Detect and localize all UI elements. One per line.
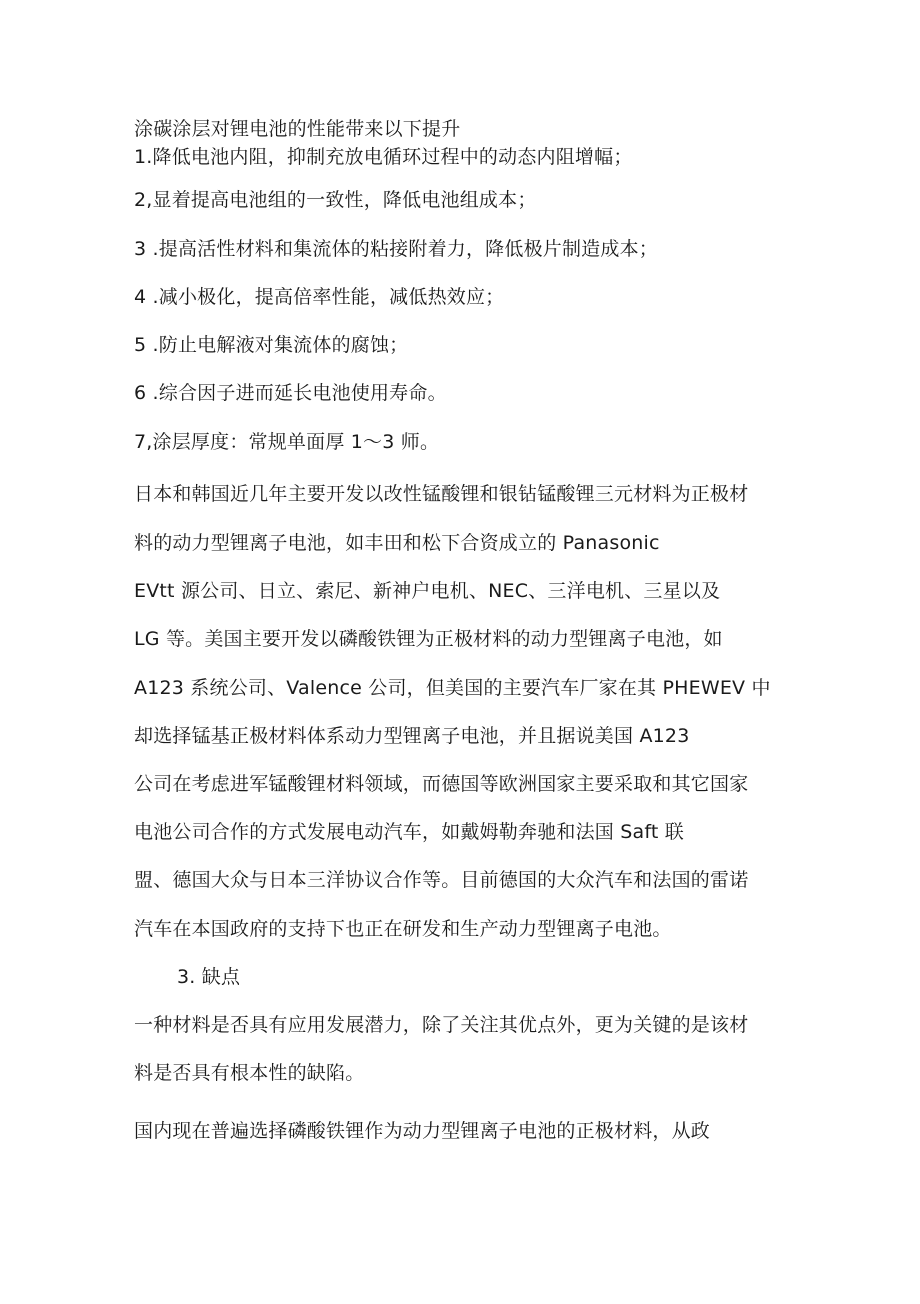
paragraph1-line-6: 却选择锰基正极材料体系动力型锂离子电池，并且据说美国 A123 (134, 725, 690, 747)
paragraph1-line-9: 盟、德国大众与日本三洋协议合作等。目前德国的大众汽车和法国的雷诺 (134, 869, 749, 891)
list-item-3: 3 .提高活性材料和集流体的粘接附着力，降低极片制造成本； (134, 238, 658, 260)
paragraph1-line-1: 日本和韩国近几年主要开发以改性锰酸锂和银钻锰酸锂三元材料为正极材 (134, 483, 749, 505)
paragraph2-line-1: 一种材料是否具有应用发展潜力，除了关注其优点外，更为关键的是该材 (134, 1014, 749, 1036)
intro-text: 涂碳涂层对锂电池的性能带来以下提升 (134, 118, 461, 140)
paragraph1-line-8: 电池公司合作的方式发展电动汽车，如戴姆勒奔驰和法国 Saft 联 (134, 821, 684, 843)
list-item-4: 4 .减小极化，提高倍率性能，减低热效应； (134, 286, 505, 308)
list-item-2: 2,显着提高电池组的一致性，降低电池组成本； (134, 189, 537, 211)
paragraph1-line-2: 料的动力型锂离子电池，如丰田和松下合资成立的 Panasonic (134, 532, 660, 554)
paragraph2-line-2: 料是否具有根本性的缺陷。 (134, 1062, 365, 1084)
paragraph1-line-5: A123 系统公司、Valence 公司，但美国的主要汽车厂家在其 PHEWEV 中 (134, 677, 771, 699)
list-item-1: 1.降低电池内阻，抑制充放电循环过程中的动态内阻增幅； (134, 146, 633, 168)
paragraph1-line-4: LG 等。美国主要开发以磷酸铁锂为正极材料的动力型锂离子电池，如 (134, 628, 723, 650)
paragraph1-line-7: 公司在考虑进军锰酸锂材料领域，而德国等欧洲国家主要采取和其它国家 (134, 773, 749, 795)
list-item-6: 6 .综合因子进而延长电池使用寿命。 (134, 382, 447, 404)
list-item-7: 7,涂层厚度：常规单面厚 1〜3 师。 (134, 431, 440, 453)
paragraph3-line-1: 国内现在普遍选择磷酸铁锂作为动力型锂离子电池的正极材料，从政 (134, 1120, 711, 1142)
section-heading: 3. 缺点 (177, 966, 241, 988)
paragraph1-line-3: EVtt 源公司、日立、索尼、新神户电机、NEC、三洋电机、三星以及 (134, 580, 721, 602)
list-item-5: 5 .防止电解液对集流体的腐蚀； (134, 334, 409, 356)
paragraph1-line-10: 汽车在本国政府的支持下也正在研发和生产动力型锂离子电池。 (134, 918, 672, 940)
